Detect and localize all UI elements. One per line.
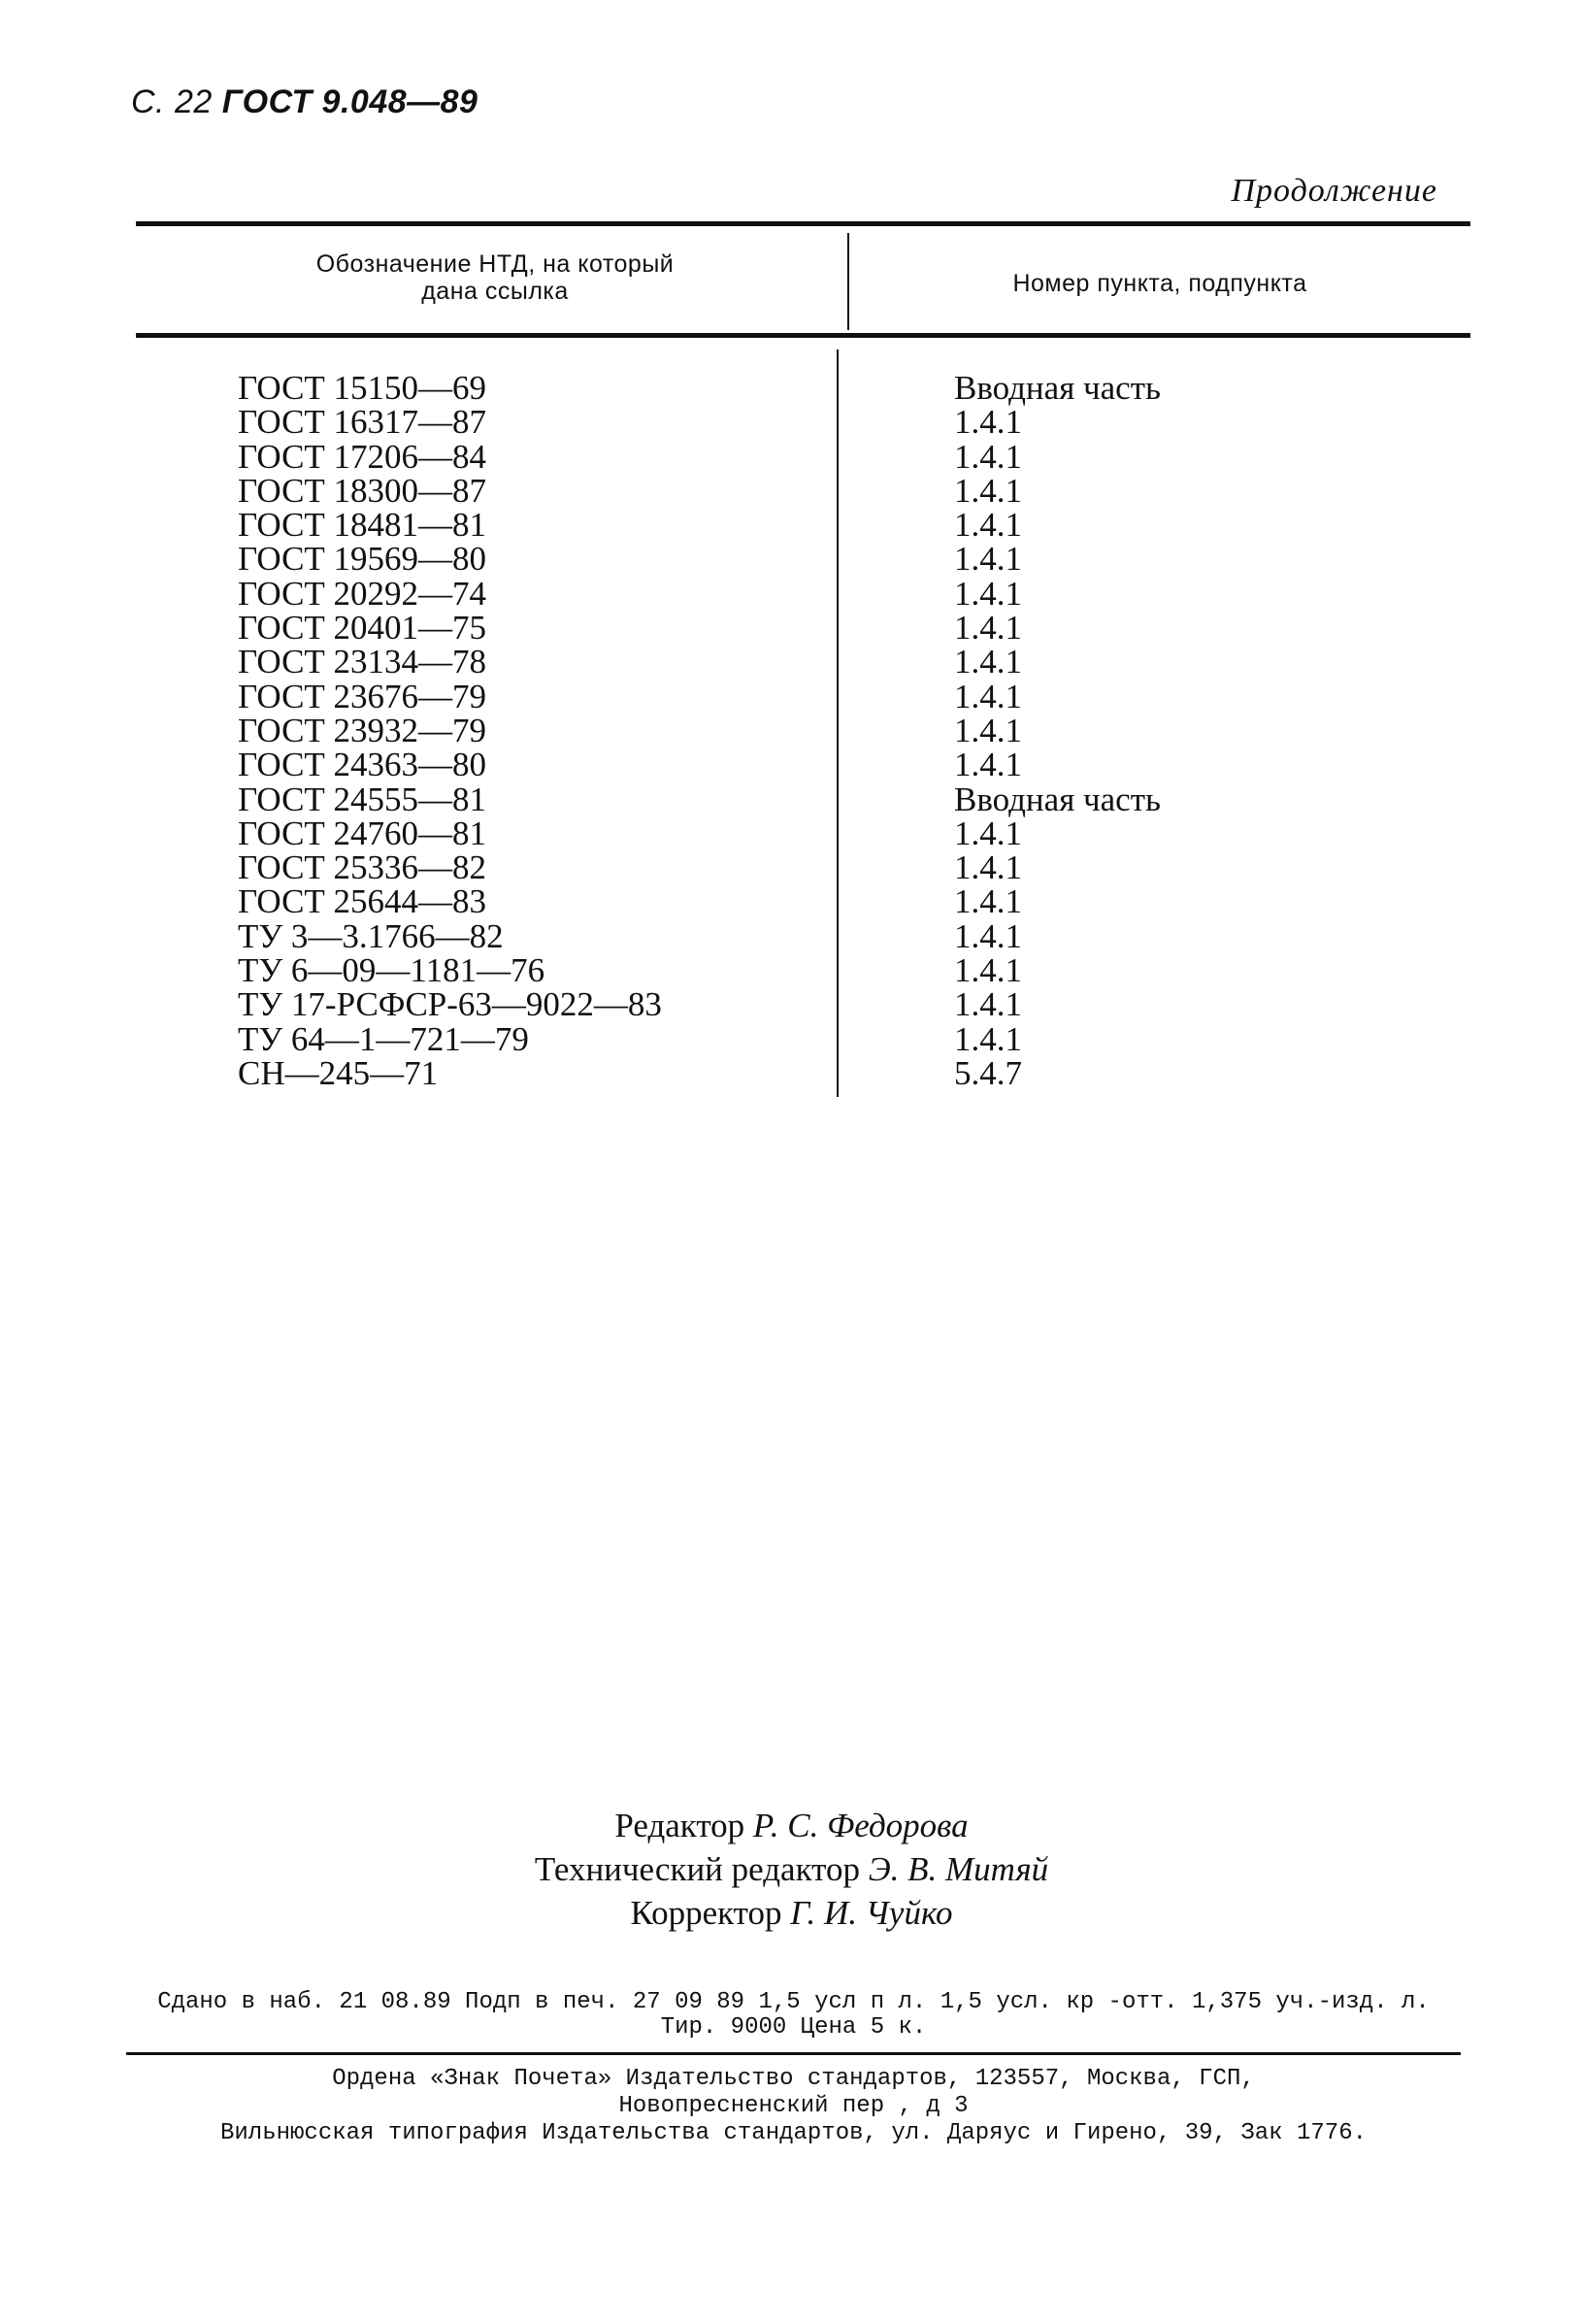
table-row-point: 1.4.1 — [954, 574, 1022, 613]
table-row-point: 1.4.1 — [954, 643, 1022, 681]
table-row-ref: ГОСТ 16317—87 — [238, 403, 487, 442]
point-column — [954, 371, 1161, 1090]
table-row-point: 1.4.1 — [954, 711, 1022, 749]
imprint-rule — [126, 2052, 1461, 2055]
table-row-point: 1.4.1 — [954, 813, 1022, 852]
table-row-ref: ГОСТ 24363—80 — [238, 746, 487, 784]
table-row-point: 1.4.1 — [954, 677, 1022, 715]
tech-editor-name: Э. В. Митяй — [868, 1850, 1049, 1888]
proofreader-line — [0, 1891, 1583, 1935]
proofreader-name: Г. И. Чуйко — [790, 1894, 953, 1932]
table-header-rule — [136, 333, 1470, 338]
print-details-line1: Сдано в наб. 21 08.89 Подп в печ. 27 09 89 1,5 усл п л. 1,5 усл. кр -отт. 1,375 уч.-изд. л. — [157, 1989, 1430, 2015]
table-row-point: 1.4.1 — [954, 403, 1022, 442]
table-row-ref: ГОСТ 23932—79 — [238, 711, 487, 749]
editor-name: Р. С. Федорова — [752, 1807, 969, 1844]
standard-designation: ГОСТ 9.048—89 — [221, 83, 478, 120]
table-row-point: 1.4.1 — [954, 882, 1022, 921]
table-row-ref: ГОСТ 23676—79 — [238, 677, 487, 715]
table-row-ref: СН—245—71 — [238, 1053, 439, 1092]
table-row-point: Вводная часть — [954, 780, 1161, 818]
table-row-point: 1.4.1 — [954, 985, 1022, 1024]
printer-line: Вильнюсская типография Издательства стандартов, ул. Даряус и Гирено, 39, Зак 1776. — [220, 2120, 1367, 2146]
table-row-point: 1.4.1 — [954, 506, 1022, 545]
table-header-reference — [194, 250, 796, 305]
table-row-ref: ГОСТ 20401—75 — [238, 609, 487, 647]
table-row-point: 1.4.1 — [954, 916, 1022, 955]
tech-editor-line — [0, 1847, 1583, 1891]
table-header-reference-line1: Обозначение НТД, на который — [315, 250, 675, 278]
table-row-ref: ГОСТ 24760—81 — [238, 813, 487, 852]
table-row-ref: ТУ 6—09—1181—76 — [238, 951, 545, 990]
table-row-ref: ТУ 17-РСФСР-63—9022—83 — [238, 985, 662, 1024]
editor-label: Редактор — [614, 1807, 753, 1844]
table-row-ref: ГОСТ 18481—81 — [238, 506, 487, 545]
page-header — [131, 83, 478, 121]
table-header-reference-line2: дана ссылка — [421, 278, 569, 305]
body-column-divider — [837, 349, 839, 1097]
tech-editor-label: Технический редактор — [534, 1850, 869, 1888]
table-row-point: 1.4.1 — [954, 471, 1022, 510]
table-row-point: 1.4.1 — [954, 437, 1022, 476]
publisher-line1: Ордена «Знак Почета» Издательство стандартов, 123557, Москва, ГСП, — [332, 2066, 1255, 2092]
table-row-point: 5.4.7 — [954, 1053, 1022, 1092]
print-details — [126, 1990, 1461, 2041]
print-details-line2: Тир. 9000 Цена 5 к. — [660, 2014, 927, 2041]
table-row-ref: ГОСТ 18300—87 — [238, 471, 487, 510]
table-row-point: 1.4.1 — [954, 951, 1022, 990]
table-row-point: 1.4.1 — [954, 746, 1022, 784]
table-row-point: Вводная часть — [954, 369, 1161, 407]
table-row-point: 1.4.1 — [954, 540, 1022, 579]
table-row-ref: ТУ 64—1—721—79 — [238, 1019, 529, 1058]
editor-line — [0, 1804, 1583, 1847]
proofreader-label: Корректор — [630, 1894, 791, 1932]
table-row-ref: ГОСТ 19569—80 — [238, 540, 487, 579]
table-header-point: Номер пункта, подпункта — [1012, 270, 1307, 297]
page-number: С. 22 — [131, 83, 222, 120]
table-row-ref: ГОСТ 15150—69 — [238, 369, 487, 407]
reference-column — [238, 371, 662, 1090]
table-row-ref: ГОСТ 17206—84 — [238, 437, 487, 476]
table-row-ref: ГОСТ 23134—78 — [238, 643, 487, 681]
publisher-line2: Новопресненский пер , д 3 — [618, 2093, 969, 2119]
table-row-ref: ГОСТ 20292—74 — [238, 574, 487, 613]
header-column-divider — [847, 233, 849, 330]
table-row-ref: ГОСТ 24555—81 — [238, 780, 487, 818]
table-row-point: 1.4.1 — [954, 609, 1022, 647]
table-row-ref: ГОСТ 25644—83 — [238, 882, 487, 921]
table-top-rule — [136, 221, 1470, 226]
table-row-point: 1.4.1 — [954, 848, 1022, 887]
table-row-ref: ТУ 3—3.1766—82 — [238, 916, 504, 955]
continuation-label: Продолжение — [1231, 173, 1437, 209]
credits-block — [0, 1804, 1583, 1935]
table-row-point: 1.4.1 — [954, 1019, 1022, 1058]
publisher-details — [126, 2066, 1461, 2147]
table-row-ref: ГОСТ 25336—82 — [238, 848, 487, 887]
